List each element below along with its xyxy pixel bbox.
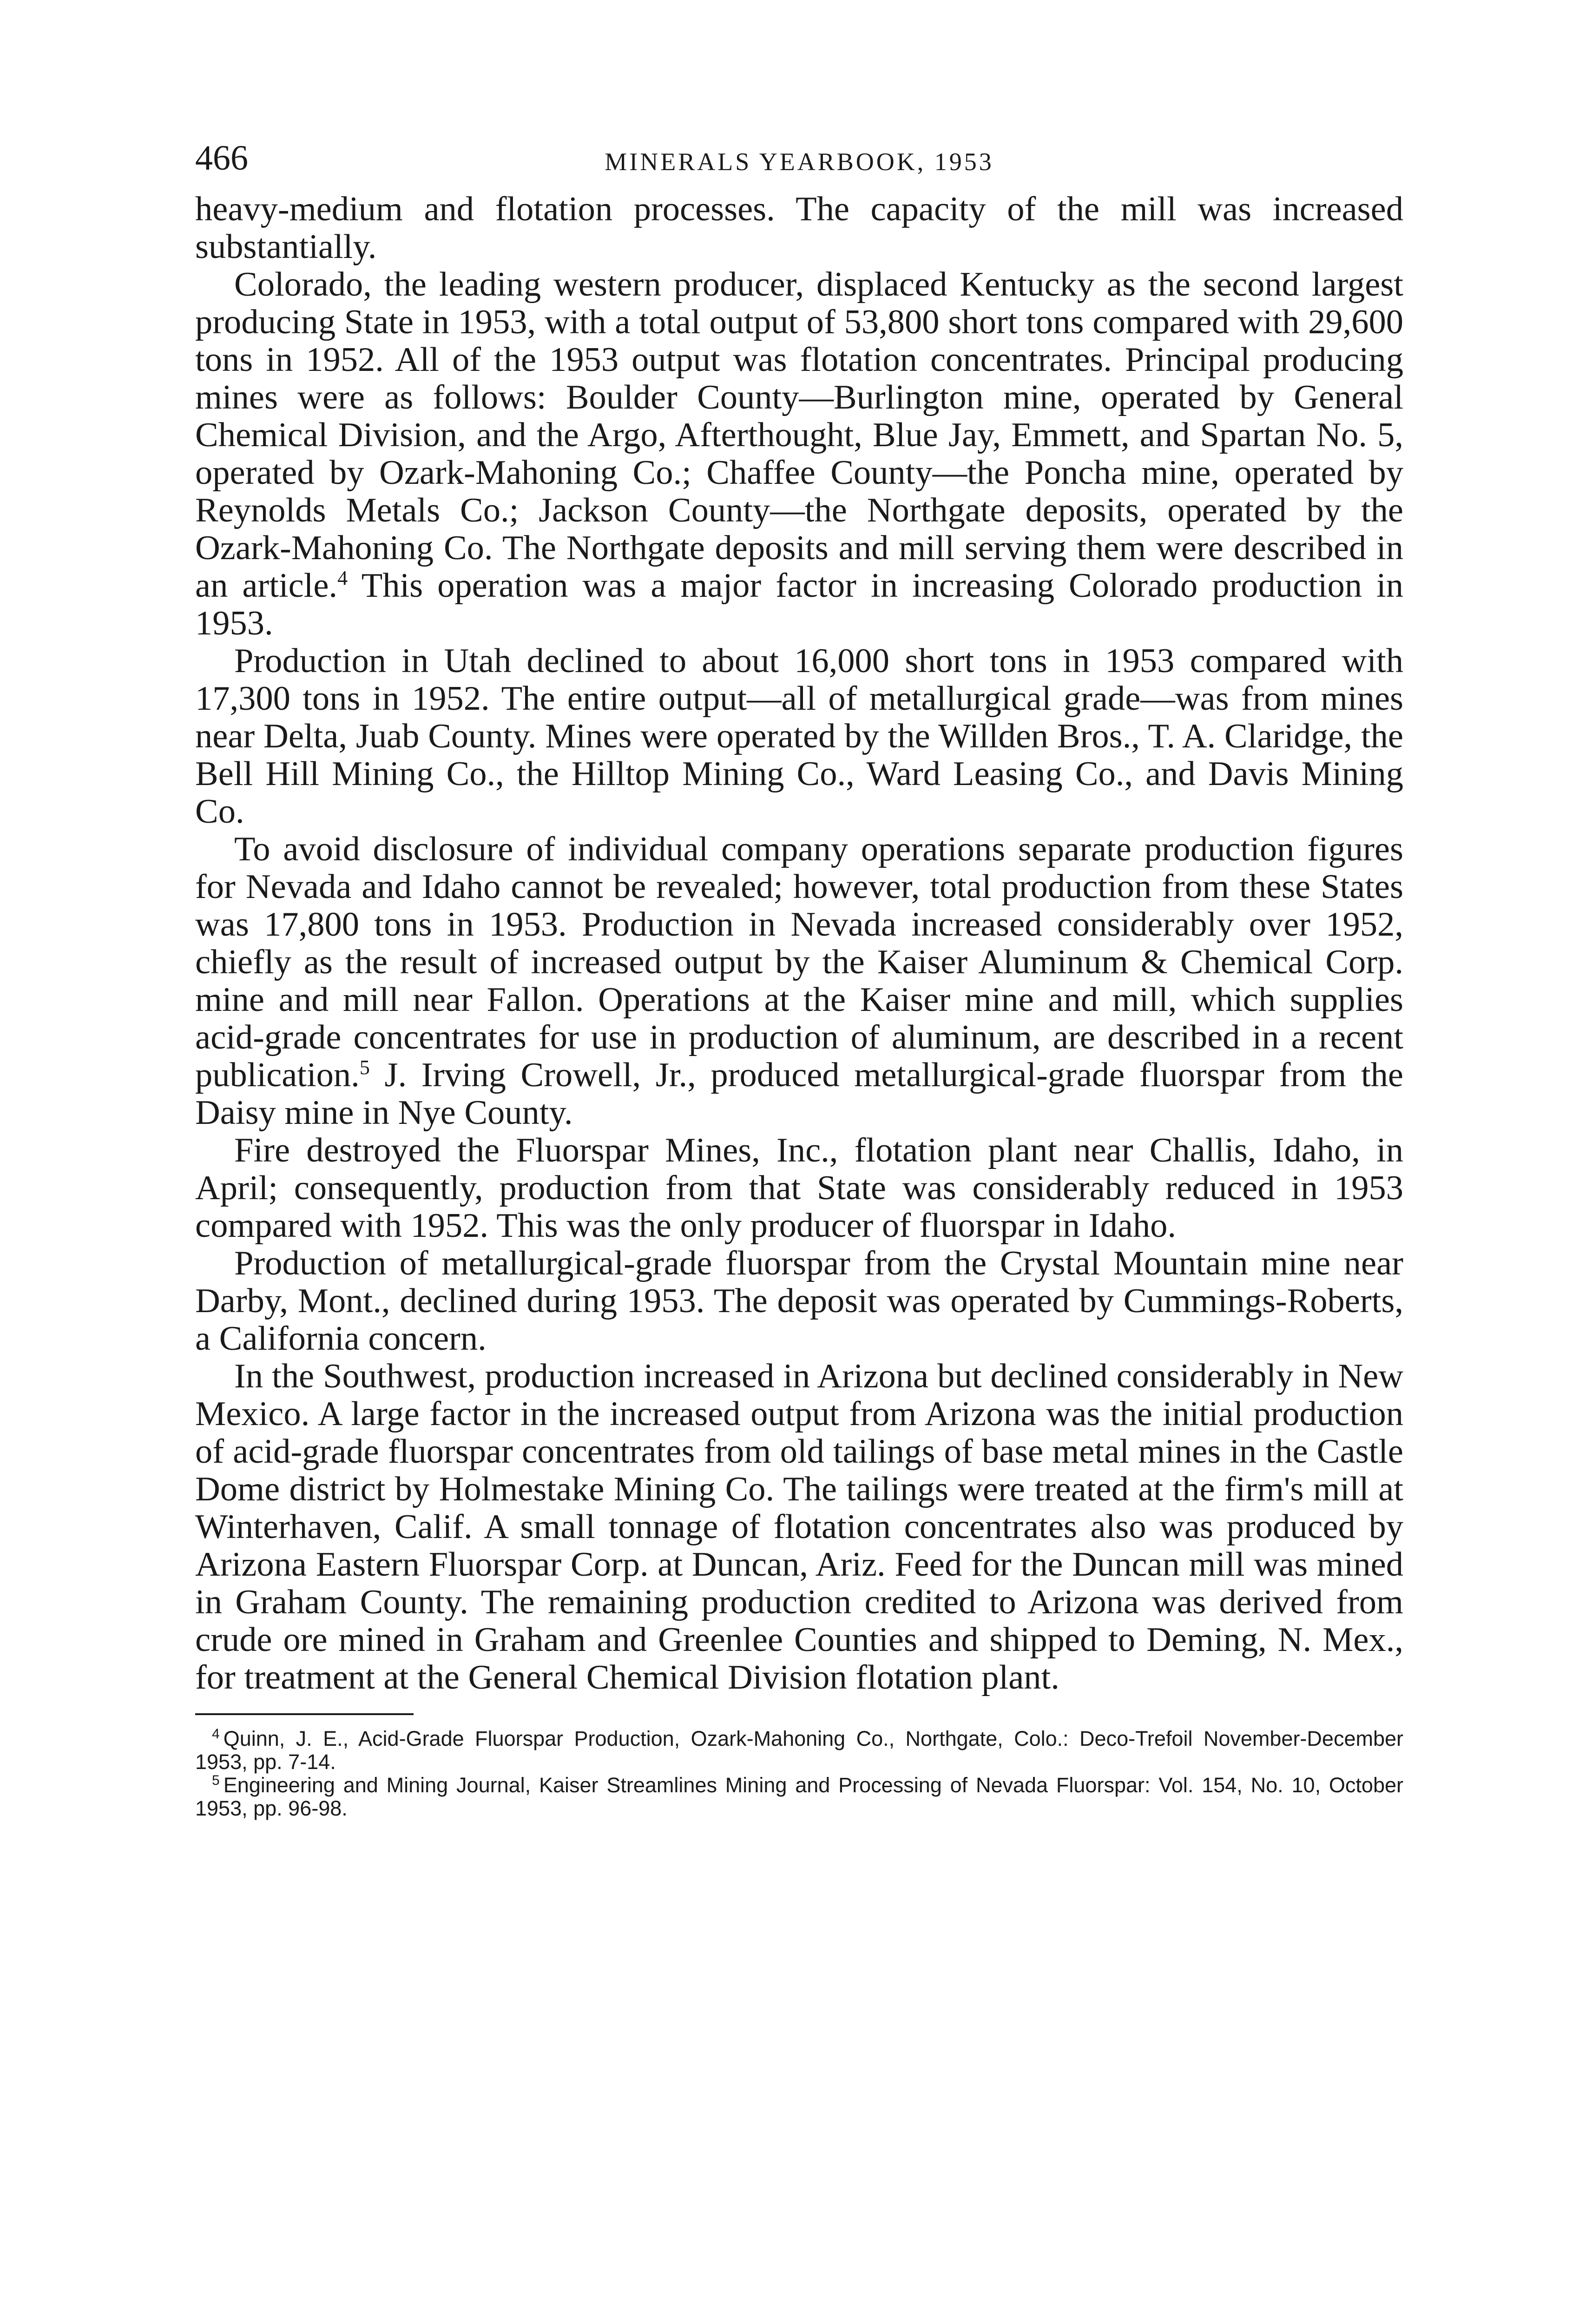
- paragraph-southwest: [195, 1358, 1403, 1697]
- paragraph-nevada-idaho: [195, 831, 1403, 1132]
- footnotes: [195, 1727, 1403, 1820]
- running-title: MINERALS YEARBOOK, 1953: [605, 148, 994, 176]
- footnote-text: Engineering and Mining Journal, Kaiser Streamlines Mining and Processing of Nevada Fluorspar: Vol. 154, No. 10, October 1953, pp. 96-98.: [195, 1773, 1403, 1820]
- footnote-mark: 5: [212, 1773, 220, 1788]
- paragraph-continued: [195, 191, 1403, 266]
- paragraph-text: J. Irving Crowell, Jr., produced metallurgical-grade fluorspar from the Daisy mine in Nye County.: [195, 1056, 1403, 1132]
- paragraph-idaho-fire: [195, 1132, 1403, 1245]
- paragraph-text: Colorado, the leading western producer, displaced Kentucky as the second largest producing State in 1953, with a total output of 53,800 short tons compared with 29,600 tons in 1952. All of the 1953 output was flotation concentrates. Principal producing mines were as follows: Boulder County—Burlington mine, operated by General Chemical Division, and the Argo, Afterthought, Blue Jay, Emmett, and Spartan No. 5, operated by Ozark-Mahoning Co.; Chaffee County—the Poncha mine, operated by Reynolds Metals Co.; Jackson County—the Northgate deposits, operated by the Ozark-Mahoning Co. The Northgate deposits and mill serving them were described in an article.: [195, 265, 1403, 605]
- paragraph-text: To avoid disclosure of individual company operations separate production figures for Nevada and Idaho cannot be revealed; however, total production from these States was 17,800 tons in 1953. Production in Nevada increased considerably over 1952, chiefly as the result of increased output by the Kaiser Aluminum & Chemical Corp. mine and mill near Fallon. Operations at the Kaiser mine and mill, which supplies acid-grade concentrates for use in production of aluminum, are described in a recent publication.: [195, 830, 1403, 1094]
- footnote-mark: 4: [212, 1726, 220, 1742]
- paragraph-utah: [195, 642, 1403, 831]
- paragraph-text: Production of metallurgical-grade fluorspar from the Crystal Mountain mine near Darby, Mont., declined during 1953. The deposit was operated by Cummings-Roberts, a California concern.: [195, 1244, 1403, 1358]
- footnote-item: [195, 1727, 1403, 1774]
- document-page: [195, 135, 1403, 1820]
- footnote-reference: 5: [359, 1056, 370, 1079]
- page-number: 466: [195, 139, 248, 178]
- footnote-item: [195, 1774, 1403, 1820]
- paragraph-text: heavy-medium and flotation processes. The capacity of the mill was increased substantially.: [195, 190, 1403, 266]
- paragraph-colorado: [195, 266, 1403, 642]
- footnote-text: Quinn, J. E., Acid-Grade Fluorspar Production, Ozark-Mahoning Co., Northgate, Colo.: Deco-Trefoil November-December 1953, pp. 7-14.: [195, 1727, 1403, 1774]
- running-header: [195, 135, 1403, 191]
- paragraph-text: Production in Utah declined to about 16,000 short tons in 1953 compared with 17,300 tons in 1952. The entire output—all of metallurgical grade—was from mines near Delta, Juab County. Mines were operated by the Willden Bros., T. A. Claridge, the Bell Hill Mining Co., the Hilltop Mining Co., Ward Leasing Co., and Davis Mining Co.: [195, 642, 1403, 831]
- body-text: [195, 191, 1403, 1697]
- paragraph-montana: [195, 1245, 1403, 1358]
- paragraph-text: Fire destroyed the Fluorspar Mines, Inc., flotation plant near Challis, Idaho, in April; consequently, production from that State was considerably reduced in 1953 compared with 1952. This was the only producer of fluorspar in Idaho.: [195, 1131, 1403, 1245]
- paragraph-text: This operation was a major factor in increasing Colorado production in 1953.: [195, 567, 1404, 642]
- footnote-reference: 4: [337, 567, 348, 590]
- footnote-divider: [195, 1713, 414, 1715]
- paragraph-text: In the Southwest, production increased in Arizona but declined considerably in New Mexico. A large factor in the increased output from Arizona was the initial production of acid-grade fluorspar concentrates from old tailings of base metal mines in the Castle Dome district by Holmestake Mining Co. The tailings were treated at the firm's mill at Winterhaven, Calif. A small tonnage of flotation concentrates also was produced by Arizona Eastern Fluorspar Corp. at Duncan, Ariz. Feed for the Duncan mill was mined in Graham County. The remaining production credited to Arizona was derived from crude ore mined in Graham and Greenlee Counties and shipped to Deming, N. Mex., for treatment at the General Chemical Division flotation plant.: [195, 1357, 1403, 1697]
